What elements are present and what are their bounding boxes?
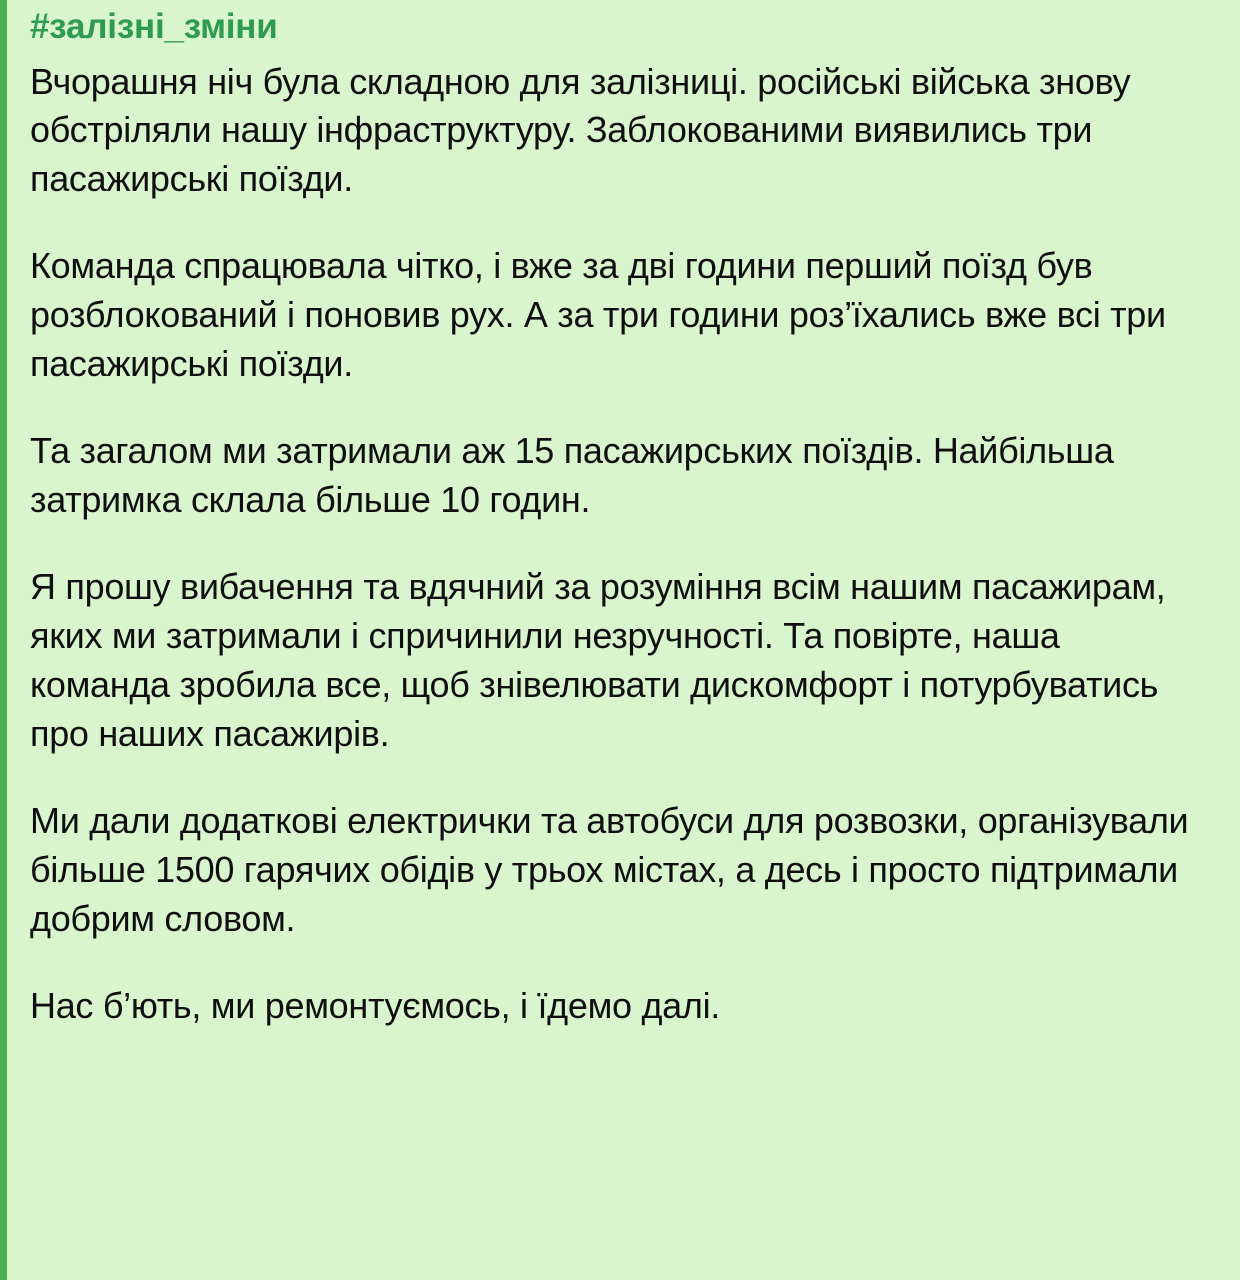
message-paragraph: Команда спрацювала чітко, і вже за дві години перший поїзд був розблокований і поновив рух. А за три години роз’їхались вже всі три пасажирські поїзди. (30, 245, 1166, 385)
message-paragraph: Нас б’ють, ми ремонтуємось, і їдемо далі. (30, 984, 720, 1026)
quote-accent-bar (0, 0, 7, 1280)
message-paragraph: Ми дали додаткові електрички та автобуси для розвозки, організували більше 1500 гарячих обідів у трьох містах, а десь і просто підтримали добрим словом. (30, 799, 1189, 939)
message-paragraph: Я прошу вибачення та вдячний за розуміння всім нашим пасажирам, яких ми затримали і спричинили незручності. Та повірте, наша команда зробила все, щоб знівелювати дискомфорт і потурбуватись про наших пасажирів. (30, 566, 1166, 754)
message-paragraph: Вчорашня ніч була складною для залізниці. російські війська знову обстріляли нашу інфраструктуру. Заблокованими виявились три пасажирські поїзди. (30, 60, 1131, 200)
message-paragraph: Та загалом ми затримали аж 15 пасажирських поїздів. Найбільша затримка склала більше 10 годин. (30, 430, 1114, 521)
hashtag-link[interactable]: #залізні_зміни (30, 7, 278, 46)
